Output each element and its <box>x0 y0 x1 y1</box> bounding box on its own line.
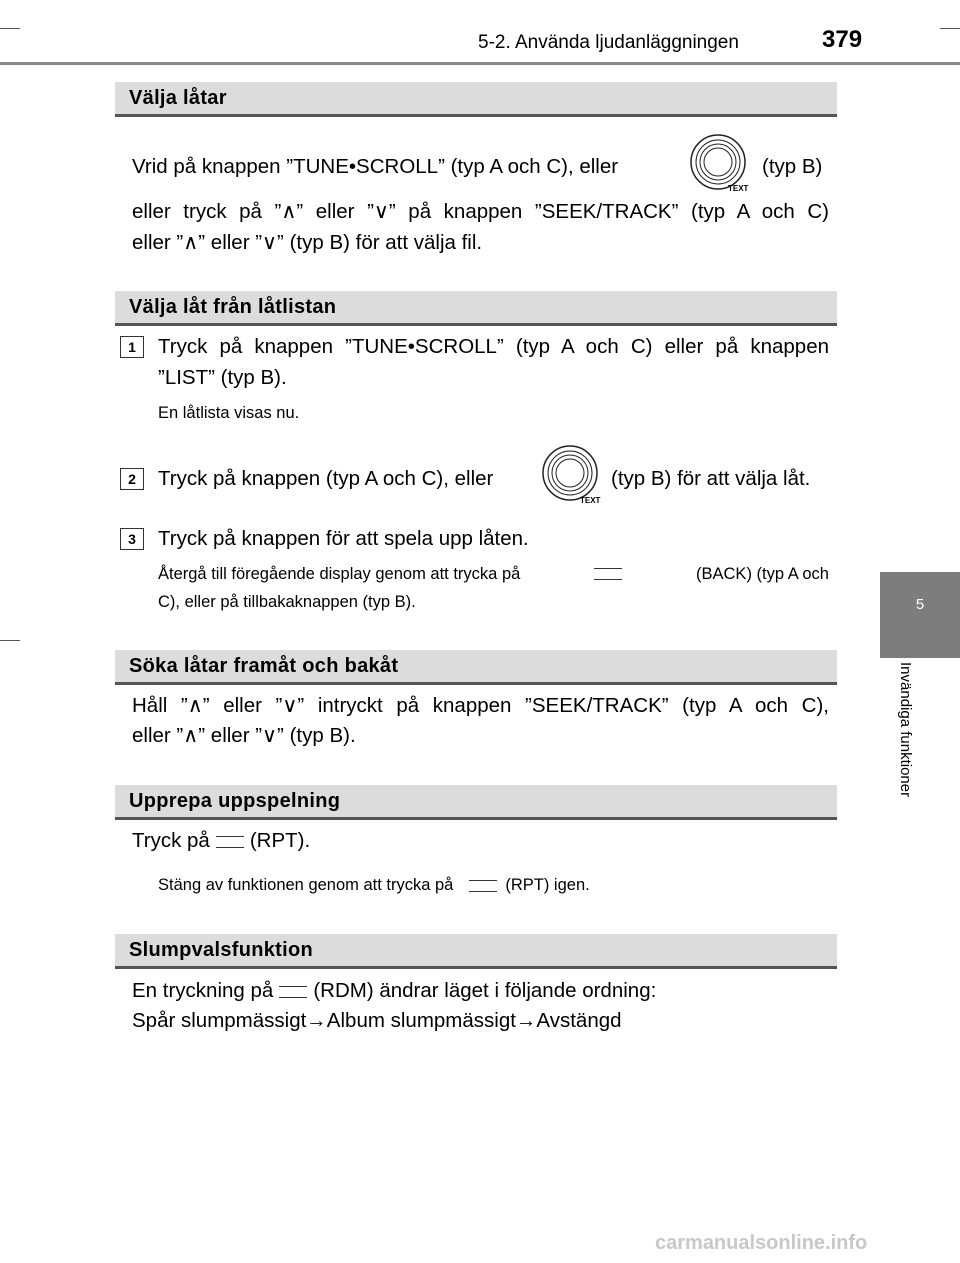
step-note-text: (BACK) (typ A och <box>696 565 829 583</box>
chapter-tab <box>880 572 960 658</box>
paragraph-text: eller ”∧” eller ”∨” (typ B). <box>132 724 356 747</box>
section-heading-seek <box>115 650 837 685</box>
paragraph-text: (typ B) <box>762 155 823 178</box>
section-title: Välja låt från låtlistan <box>129 296 337 318</box>
step-text: Tryck på knappen (typ A och C), eller <box>158 467 494 490</box>
paragraph-text <box>132 976 656 1006</box>
back-button-icon <box>594 568 622 580</box>
paragraph-text: eller ”∧” eller ”∨” (typ B) för att välja fil. <box>132 231 483 254</box>
section-title: Välja låtar <box>129 87 227 109</box>
paragraph-text <box>132 826 310 856</box>
rpt-button-icon <box>216 836 244 848</box>
note-text: (RPT) igen. <box>505 876 590 894</box>
step-note <box>158 562 829 586</box>
section-title: Slumpvalsfunktion <box>129 939 314 961</box>
step-note: C), eller på tillbakaknappen (typ B). <box>158 593 416 611</box>
tune-knob-icon <box>688 134 754 194</box>
step-number: 2 <box>120 468 144 490</box>
knob-label: TEXT <box>580 496 601 505</box>
section-heading-select-tracks <box>115 82 837 117</box>
watermark: carmanualsonline.info <box>655 1232 868 1254</box>
step-note: En låtlista visas nu. <box>158 404 300 422</box>
knob-label: TEXT <box>728 184 749 193</box>
page-number: 379 <box>822 26 863 53</box>
step-text: Tryck på knappen för att spela upp låten. <box>158 527 529 550</box>
paragraph-text-part: Tryck på <box>132 829 210 852</box>
paragraph-text-part: En tryckning på <box>132 979 274 1002</box>
chapter-number: 5 <box>915 596 925 613</box>
rdm-button-icon <box>279 986 307 998</box>
step-number: 1 <box>120 336 144 358</box>
header-rule <box>0 62 960 65</box>
paragraph-text-part: (RPT). <box>249 829 311 852</box>
step-note-text: Återgå till föregående display genom att trycka på <box>158 565 521 583</box>
step-text: ”LIST” (typ B). <box>158 366 287 389</box>
paragraph-text: Vrid på knappen ”TUNE•SCROLL” (typ A och C), eller <box>132 155 619 178</box>
rpt-button-icon <box>469 880 497 892</box>
tune-knob-icon <box>540 444 606 506</box>
step-number: 3 <box>120 528 144 550</box>
section-heading-random <box>115 934 837 969</box>
header-title: 5-2. Använda ljudanläggningen <box>478 32 739 53</box>
note-text: Stäng av funktionen genom att trycka på <box>158 876 454 894</box>
paragraph-note <box>158 873 590 897</box>
section-heading-repeat <box>115 785 837 820</box>
paragraph-text-part: (RDM) ändrar läget i följande ordning: <box>313 979 657 1002</box>
section-heading-track-list <box>115 291 837 326</box>
paragraph-text: eller tryck på ”∧” eller ”∨” på knappen ”SEEK/TRACK” (typ A och C) <box>132 200 829 223</box>
section-title: Söka låtar framåt och bakåt <box>129 655 399 677</box>
step-text: Tryck på knappen ”TUNE•SCROLL” (typ A och C) eller på knappen <box>158 335 829 358</box>
paragraph-text: Spår slumpmässigt→Album slumpmässigt→Avstängd <box>132 1009 622 1032</box>
section-title: Upprepa uppspelning <box>129 790 341 812</box>
chapter-label: Invändiga funktioner <box>897 662 914 798</box>
paragraph-text: Håll ”∧” eller ”∨” intryckt på knappen ”SEEK/TRACK” (typ A och C), <box>132 694 829 717</box>
step-text: (typ B) för att välja låt. <box>611 467 811 490</box>
